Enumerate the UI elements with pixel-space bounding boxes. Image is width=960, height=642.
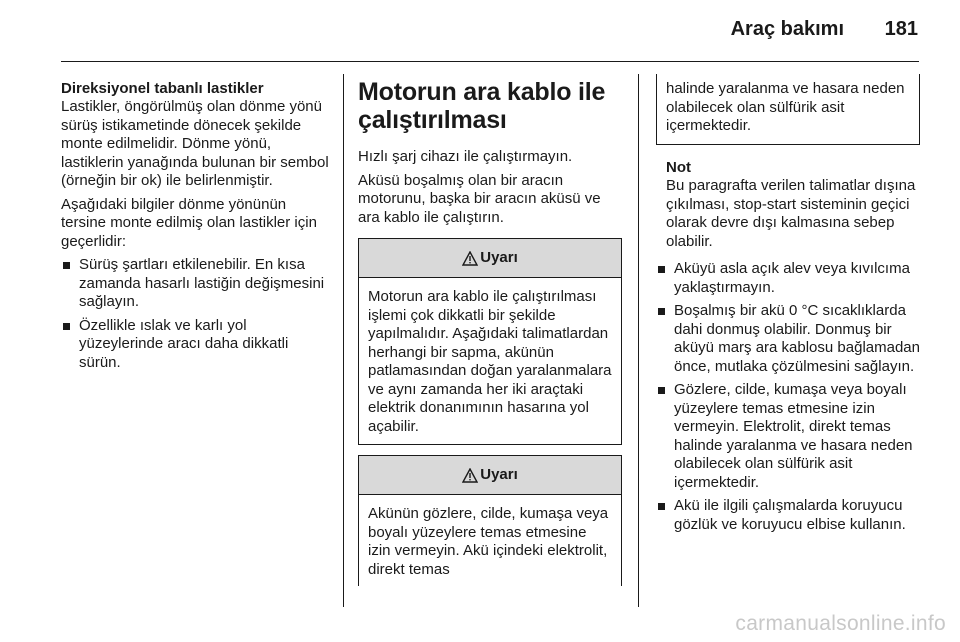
header-divider — [61, 61, 919, 62]
warning-header — [359, 456, 621, 495]
warning-box-continued — [656, 74, 920, 145]
list-item: Boşalmış bir akü 0 °C sıcaklıklarda dahi donmuş olabilir. Donmuş bir aküyü marş ara kablosu bağlamadan önce, mutlaka çözülmesini sağlayın. — [656, 302, 920, 376]
warning-text: halinde yaralanma ve hasara neden olabilecek olan sülfürik asit içermektedir. — [666, 80, 905, 134]
paragraph: Lastikler, öngörülmüş olan dönme yönü sürüş istikametinde dönecek şekilde monte edilmelidir. Dönme yönü, lastiklerin yanağında bulunan bir sembol (örneğin bir ok) ile belirlenmiştir. — [61, 98, 329, 189]
watermark: carmanualsonline.info — [735, 612, 946, 635]
list-item: Aküyü asla açık alev veya kıvılcıma yaklaştırmayın. — [656, 260, 920, 297]
bullet-list — [656, 260, 920, 534]
list-item: Sürüş şartları etkilenebilir. En kısa zamanda hasarlı lastiğin değişmesini sağlayın. — [61, 256, 331, 312]
paragraph: Aşağıdaki bilgiler dönme yönünün tersine monte edilmiş olan lastikler için geçerlidir: — [61, 195, 317, 250]
warning-text: Motorun ara kablo ile çalıştırılması işlemi çok dikkatli bir şekilde yapılmalıdır. Aşağıdaki talimatlardan herhangi bir sapma, akünün patlamasından doğan yaralanmalara ve aynı zamanda her iki araçtaki elektrik donanımının hasarına yol açabilir. — [368, 288, 612, 435]
column-divider-right — [638, 74, 639, 607]
warning-header — [359, 239, 621, 278]
section-heading-directional-tires: Direksiyonel tabanlı lastikler — [61, 80, 264, 97]
left-column — [61, 80, 331, 377]
note-block — [656, 159, 920, 252]
page-header-title: Araç bakımı — [730, 18, 844, 40]
page-number: 181 — [884, 18, 918, 40]
warning-triangle-icon — [462, 468, 478, 483]
warning-box — [358, 455, 622, 586]
warning-text: Akünün gözlere, cilde, kumaşa veya boyalı yüzeylere temas etmesine izin vermeyin. Akü içindeki elektrolit, direkt temas — [368, 505, 609, 578]
paragraph: Aküsü boşalmış olan bir aracın motorunu, başka bir aracın aküsü ve ara kablo ile çalıştırın. — [358, 171, 601, 226]
paragraph: Hızlı şarj cihazı ile çalıştırmayın. — [358, 148, 573, 165]
list-item: Özellikle ıslak ve karlı yol yüzeylerinde aracı daha dikkatli sürün. — [61, 317, 331, 373]
warning-label: Uyarı — [480, 248, 518, 266]
section-title-jump-start: Motorun ara kablo ile çalıştırılması — [358, 78, 606, 134]
warning-box — [358, 238, 622, 445]
middle-column — [358, 78, 622, 586]
column-divider-left — [343, 74, 344, 607]
bullet-list — [61, 256, 331, 372]
warning-triangle-icon — [462, 251, 478, 266]
right-column — [656, 74, 920, 539]
list-item: Gözlere, cilde, kumaşa veya boyalı yüzeylere temas etmesine izin vermeyin. Elektrolit, direkt temas halinde yaralanma ve hasara neden olabilecek olan sülfürik asit içermektedir. — [656, 381, 920, 492]
list-item: Akü ile ilgili çalışmalarda koruyucu gözlük ve koruyucu elbise kullanın. — [656, 497, 920, 534]
note-title: Not — [666, 158, 691, 176]
warning-label: Uyarı — [480, 465, 518, 483]
note-text: Bu paragrafta verilen talimatlar dışına çıkılması, stop-start sisteminin geçici olarak devre dışı kalmasına sebep olabilir. — [666, 177, 916, 250]
